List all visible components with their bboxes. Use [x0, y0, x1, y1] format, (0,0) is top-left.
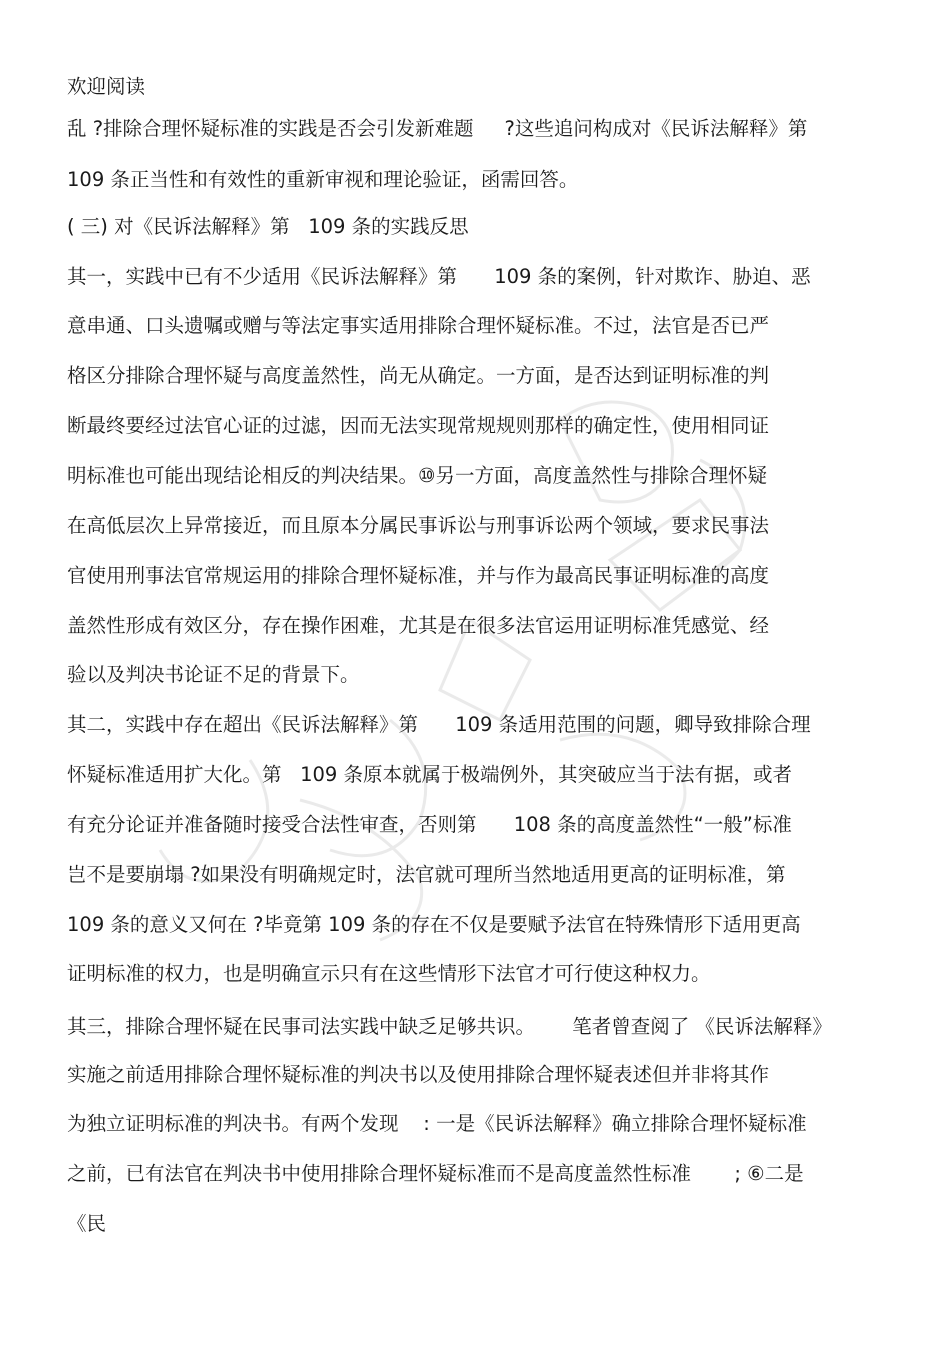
text-line: 意串通、口头遗嘱或赠与等法定事实适用排除合理怀疑标准。不过，法官是否已严: [67, 314, 770, 337]
text-line: 实施之前适用排除合理怀疑标准的判决书以及使用排除合理怀疑表述但并非将其作: [67, 1063, 770, 1086]
text-line: 盖然性形成有效区分，存在操作困难，尤其是在很多法官运用证明标准凭感觉、经: [67, 614, 770, 637]
text-line: 断最终要经过法官心证的过滤，因而无法实现常规规则那样的确定性，使用相同证: [67, 414, 770, 437]
text-line: 109 条正当性和有效性的重新审视和理论验证，函需回答。: [67, 168, 579, 191]
text-line: 乱 ?排除合理怀疑标准的实践是否会引发新难题 ?这些追问构成对《民诉法解释》第: [67, 117, 808, 140]
text-line: 怀疑标准适用扩大化。第 109 条原本就属于极端例外，其突破应当于法有据，或者: [67, 763, 793, 786]
text-line: 格区分排除合理怀疑与高度盖然性，尚无从确定。一方面，是否达到证明标准的判: [67, 364, 770, 387]
text-line: 《民: [67, 1212, 107, 1235]
text-line: 之前，已有法官在判决书中使用排除合理怀疑标准而不是高度盖然性标准 ; ⑥二是: [67, 1162, 804, 1185]
text-line: 明标准也可能出现结论相反的判决结果。⑩另一方面，高度盖然性与排除合理怀疑: [67, 464, 767, 487]
text-line: 其一，实践中已有不少适用《民诉法解释》第 109 条的案例，针对欺诈、胁迫、恶: [67, 265, 811, 288]
text-line: 岂不是要崩塌 ?如果没有明确规定时，法官就可理所当然地适用更高的证明标准，第: [67, 863, 786, 886]
text-line: 其二，实践中存在超出《民诉法解释》第 109 条适用范围的问题，卿导致排除合理: [67, 713, 811, 736]
text-line: 其三，排除合理怀疑在民事司法实践中缺乏足够共识。 笔者曾查阅了 《民诉法解释》: [67, 1015, 832, 1038]
text-line: 有充分论证并准备随时接受合法性审查，否则第 108 条的高度盖然性“一般”标准: [67, 813, 792, 836]
text-line: 在高低层次上异常接近，而且原本分属民事诉讼与刑事诉讼两个领域，要求民事法: [67, 514, 770, 537]
text-line: 证明标准的权力，也是明确宣示只有在这些情形下法官才可行使这种权力。: [67, 962, 711, 985]
section-heading: ( 三) 对《民诉法解释》第 109 条的实践反思: [67, 215, 469, 238]
text-line: 官使用刑事法官常规运用的排除合理怀疑标准，并与作为最高民事证明标准的高度: [67, 564, 770, 587]
text-line: 为独立证明标准的判决书。有两个发现 : 一是《民诉法解释》确立排除合理怀疑标准: [67, 1112, 807, 1135]
text-line: 验以及判决书论证不足的背景下。: [67, 663, 360, 686]
text-line: 109 条的意义又何在 ?毕竟第 109 条的存在不仅是要赋予法官在特殊情形下适用更高: [67, 913, 801, 936]
page-header: 欢迎阅读: [67, 75, 146, 98]
